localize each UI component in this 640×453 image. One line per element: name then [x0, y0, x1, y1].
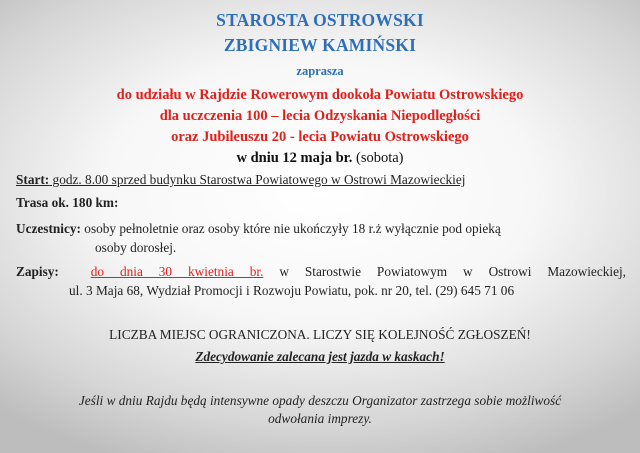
title-line-1: STAROSTA OSTROWSKI — [216, 10, 424, 30]
event-line-3: oraz Jubileuszu 20 - lecia Powiatu Ostrowskiego — [171, 129, 469, 145]
participants-line-2: osoby dorosłej. — [95, 240, 177, 255]
event-line-2: dla uczczenia 100 – lecia Odzyskania Niepodległości — [159, 108, 481, 124]
signup-line-1 — [16, 264, 626, 280]
start-text: godz. 8.00 sprzed budynku Starostwa Powiatowego w Ostrowi Mazowieckiej — [49, 172, 466, 187]
helmet-notice — [0, 349, 640, 365]
event-line-1: do udziału w Rajdzie Rowerowym dookoła Powiatu Ostrowskiego — [116, 87, 524, 103]
route-line — [16, 195, 118, 211]
event-date-bold: w dniu 12 maja br. — [236, 150, 353, 166]
start-line — [16, 172, 465, 188]
signup-deadline-link[interactable]: do dnia 30 kwietnia br. — [90, 264, 264, 279]
signup-line-2: ul. 3 Maja 68, Wydział Promocji i Rozwoju Powiatu, pok. nr 20, tel. (29) 645 71 06 — [69, 283, 515, 298]
event-date-rest: (sobota) — [352, 150, 404, 166]
participants-label: Uczestnicy: — [16, 221, 81, 236]
signup-label: Zapisy: — [16, 264, 59, 279]
signup-text-1: w Starostwie Powiatowym w Ostrowi Mazowieckiej, — [263, 264, 626, 279]
invites-text: zaprasza — [296, 64, 344, 78]
title-line-2: ZBIGNIEW KAMIŃSKI — [223, 35, 417, 55]
weather-notice-2: odwołania imprezy. — [268, 411, 372, 426]
helmet-text: Zdecydowanie zalecana jest jazda w kaskach! — [195, 349, 445, 364]
route-label: Trasa ok. 180 km: — [16, 195, 119, 210]
event-date — [0, 150, 640, 167]
participants-text-1: osoby pełnoletnie oraz osoby które nie ukończyły 18 r.ż wyłącznie pod opieką — [80, 221, 501, 236]
limited-places-notice: LICZBA MIEJSC OGRANICZONA. LICZY SIĘ KOLEJNOŚĆ ZGŁOSZEŃ! — [109, 327, 531, 342]
start-label: Start: — [16, 172, 50, 187]
weather-notice-1: Jeśli w dniu Rajdu będą intensywne opady deszczu Organizator zastrzega sobie możliwość — [78, 393, 562, 408]
participants-line-1 — [16, 221, 501, 237]
